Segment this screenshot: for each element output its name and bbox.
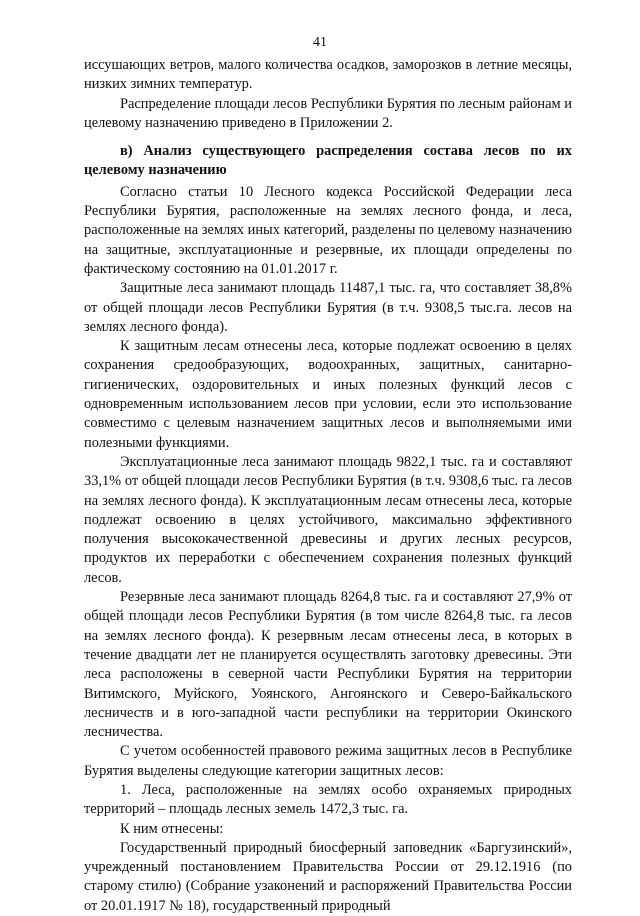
- paragraph: иссушающих ветров, малого количества осадков, заморозков в летние месяцы, низких зимних температур.: [84, 57, 572, 93]
- paragraph: Государственный природный биосферный заповедник «Баргузинский», учрежденный постановлением Правительства России от 29.12.1916 (по старому стилю) (Собрание узаконений и распоряжений Правительства России от 20.01.1917 № 18), государственный природный: [84, 839, 572, 914]
- section-heading: в) Анализ существующего распределения состава лесов по их целевому назначению: [84, 143, 572, 179]
- paragraph: Распределение площади лесов Республики Бурятия по лесным районам и целевому назначению приведено в Приложении 2.: [84, 95, 572, 131]
- page-number: 41: [313, 35, 327, 50]
- paragraph: К ним отнесены:: [120, 820, 224, 837]
- paragraph: С учетом особенностей правового режима защитных лесов в Республике Бурятия выделены следующие категории защитных лесов:: [84, 743, 572, 779]
- paragraph: К защитным лесам отнесены леса, которые подлежат освоению в целях сохранения средообразующих, водоохранных, защитных, санитарно-гигиенических, оздоровительных и иных полезных функций лесов с одновременным использованием лесов при условии, если это использование совместимо с целевым назначением защитных лесов и выполняемыми ими полезными функциями.: [84, 338, 572, 451]
- paragraph: Резервные леса занимают площадь 8264,8 тыс. га и составляют 27,9% от общей площади лесов Республики Бурятия (в том числе 8264,8 тыс. га лесов на землях лесного фонда). К резервным лесам отнесены леса, в которых в течение двадцати лет не планируется осуществлять заготовку древесины. Эти леса расположены в северной части Республики Бурятия на территории Витимского, Муйского, Уоянского, Ангоянского и Северо-Байкальского лесничеств и в юго-западной части республики на территории Окинского лесничества.: [84, 589, 572, 741]
- paragraph: Защитные леса занимают площадь 11487,1 тыс. га, что составляет 38,8% от общей площади лесов Республики Бурятия (в т.ч. 9308,5 тыс.га. лесов на землях лесного фонда).: [84, 280, 572, 335]
- paragraph: 1. Леса, расположенные на землях особо охраняемых природных территорий – площадь лесных земель 1472,3 тыс. га.: [84, 781, 572, 818]
- paragraph: Согласно статьи 10 Лесного кодекса Российской Федерации леса Республики Бурятия, расположенные на землях лесного фонда, и леса, расположенные на землях иных категорий, разделены по целевому назначению на защитные, эксплуатационные и резервные, их площади определены по фактическому состоянию на 01.01.2017 г.: [84, 183, 572, 277]
- paragraph: Эксплуатационные леса занимают площадь 9822,1 тыс. га и составляют 33,1% от общей площади лесов Республики Бурятия (в т.ч. 9308,6 тыс. га лесов на землях лесного фонда). К эксплуатационным лесам отнесены леса, которые подлежат освоению в целях устойчивого, максимально эффективного получения высококачественной древесины и других лесных ресурсов, продуктов их переработки с обеспечением сохранения полезных функций лесов.: [84, 453, 572, 586]
- document-body: [84, 56, 572, 916]
